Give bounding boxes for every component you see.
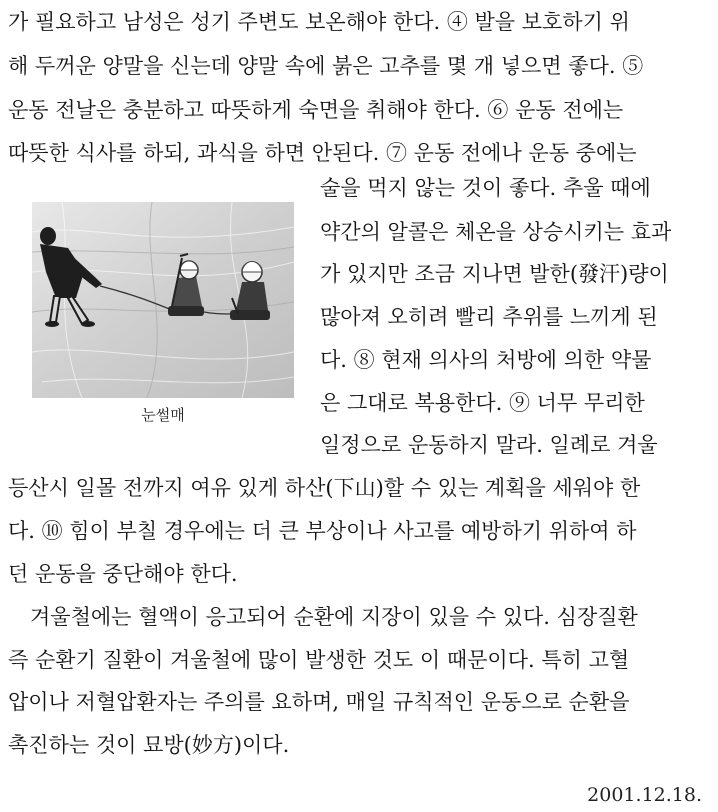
text-line: 일정으로 운동하지 말라. 일례로 겨울 [320, 433, 658, 457]
text-line: 가 있지만 조금 지나면 발한(發汗)량이 [320, 262, 669, 286]
text-line: 다. ⑩ 힘이 부칠 경우에는 더 큰 부상이나 사고를 예방하기 위하여 하 [8, 519, 637, 543]
text-line: 해 두꺼운 양말을 신는데 양말 속에 붉은 고추를 몇 개 넣으면 좋다. ⑤ [8, 54, 644, 78]
text-line: 많아져 오히려 빨리 추위를 느끼게 된 [320, 305, 658, 329]
sled-photo-image [32, 202, 294, 398]
publication-date: 2001.12.18. [587, 784, 702, 806]
text-line: 운동 전날은 충분하고 따뜻하게 숙면을 취해야 한다. ⑥ 운동 전에는 [8, 98, 624, 122]
sled-photo [32, 202, 294, 398]
paragraph-2-line: 촉진하는 것이 묘방(妙方)이다. [8, 733, 290, 757]
text-line: 던 운동을 중단해야 한다. [8, 562, 238, 586]
paragraph-2-line: 압이나 저혈압환자는 주의를 요하며, 매일 규칙적인 운동으로 순환을 [8, 690, 630, 714]
paragraph-2-line: 즉 순환기 질환이 겨울철에 많이 발생한 것도 이 때문이다. 특히 고혈 [8, 648, 630, 672]
photo-caption: 눈썰매 [141, 406, 185, 424]
text-line: 가 필요하고 남성은 성기 주변도 보온해야 한다. ④ 발을 보호하기 위 [8, 10, 630, 34]
text-line: 약간의 알콜은 체온을 상승시키는 효과 [320, 220, 672, 244]
text-line: 다. ⑧ 현재 의사의 처방에 의한 약물 [320, 348, 652, 372]
text-line: 따뜻한 식사를 하되, 과식을 하면 안된다. ⑦ 운동 전에나 운동 중에는 [8, 141, 637, 165]
text-line: 은 그대로 복용한다. ⑨ 너무 무리한 [320, 391, 645, 415]
paragraph-2-line: 겨울철에는 혈액이 응고되어 순환에 지장이 있을 수 있다. 심장질환 [30, 605, 638, 629]
text-line: 술을 먹지 않는 것이 좋다. 추울 때에 [320, 176, 651, 200]
text-line: 등산시 일몰 전까지 여유 있게 하산(下山)할 수 있는 계획을 세워야 한 [8, 476, 641, 500]
